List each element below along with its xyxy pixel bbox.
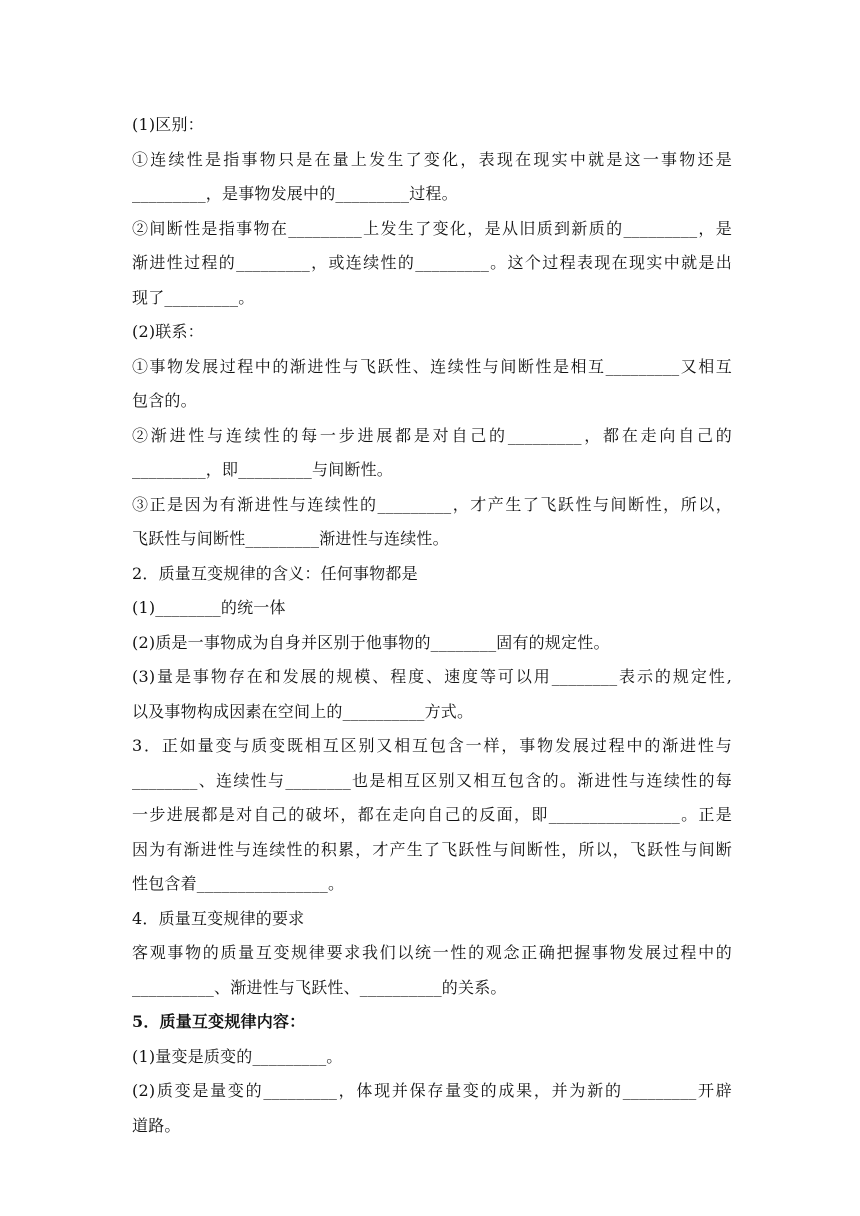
text-line: 渐进性过程的_________，或连续性的_________。这个过程表现在现实中就是出 [132, 253, 732, 272]
document-body [132, 108, 860, 1143]
text-line: 性包含着________________。 [132, 874, 345, 893]
text-line: ①连续性是指事物只是在量上发生了变化，表现在现实中就是这一事物还是 [132, 149, 732, 169]
text-line: 客观事物的质量互变规律要求我们以统一性的观念正确把握事物发展过程中的 [132, 943, 732, 962]
text-line: 因为有渐进性与连续性的积累，才产生了飞跃性与间断性，所以，飞跃性与间断 [132, 839, 732, 859]
text-line: ②间断性是指事物在_________上发生了变化，是从旧质到新质的_________，是 [132, 218, 732, 238]
text-line: ________、连续性与________也是相互区别又相互包含的。渐进性与连续性的每 [132, 770, 732, 790]
text-line: 2．质量互变规律的含义：任何事物都是 [132, 563, 418, 583]
text-line: 3．正如量变与质变既相互区别又相互包含一样，事物发展过程中的渐进性与 [132, 736, 732, 755]
text-line: __________、渐进性与飞跃性、__________的关系。 [132, 977, 507, 997]
text-line: ①事物发展过程中的渐进性与飞跃性、连续性与间断性是相互_________又相互 [132, 356, 732, 376]
text-line: _________，即_________与间断性。 [132, 460, 394, 479]
text-line: (3)量是事物存在和发展的规模、程度、速度等可以用________表示的规定性, [132, 667, 732, 686]
text-line: 以及事物构成因素在空间上的__________方式。 [132, 701, 474, 721]
text-line: 5．质量互变规律内容： [132, 1012, 306, 1031]
text-line: 飞跃性与间断性_________渐进性与连续性。 [132, 529, 449, 548]
text-line: 4．质量互变规律的要求 [132, 908, 305, 928]
text-line: ②渐进性与连续性的每一步进展都是对自己的_________，都在走向自己的 [132, 425, 732, 445]
text-line: (1)区别： [132, 115, 204, 134]
text-line: _________，是事物发展中的_________过程。 [132, 184, 458, 203]
text-line: 一步进展都是对自己的破坏，都在走向自己的反面，即________________。正是 [132, 805, 732, 824]
text-line: (2)联系： [132, 322, 204, 341]
text-line: 包含的。 [132, 391, 197, 410]
text-line: (1)量变是质变的_________。 [132, 1046, 343, 1066]
text-line: ③正是因为有渐进性与连续性的_________，才产生了飞跃性与间断性，所以， [132, 494, 732, 514]
text-line: (1)________的统一体 [132, 598, 286, 617]
text-line: (2)质变是量变的_________，体现并保存量变的成果，并为新的_________开辟 [132, 1081, 732, 1100]
text-line: 道路。 [132, 1115, 181, 1135]
text-line: (2)质是一事物成为自身并区别于他事物的________固有的规定性。 [132, 632, 610, 652]
text-line: 现了_________。 [132, 287, 255, 307]
